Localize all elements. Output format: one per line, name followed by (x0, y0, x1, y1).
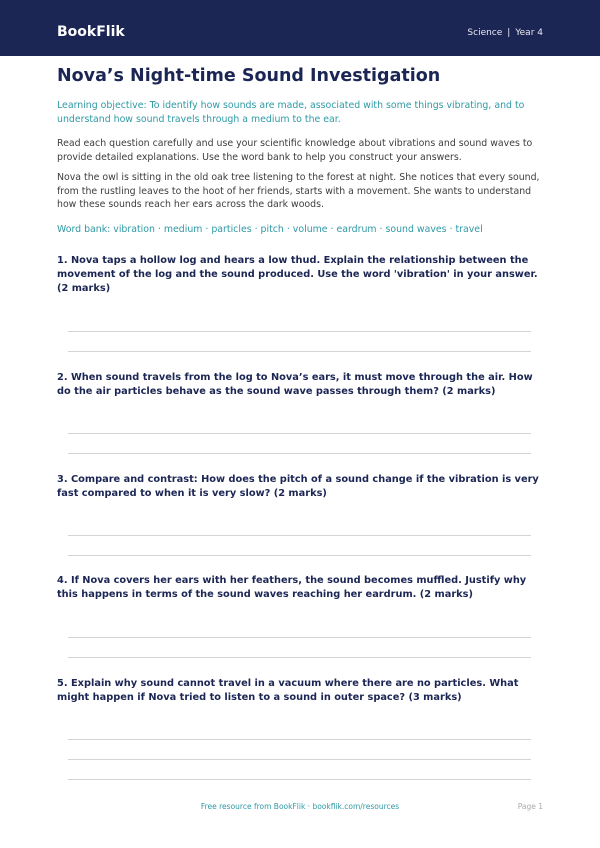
answer-line[interactable] (68, 351, 531, 352)
page-header (0, 0, 600, 56)
answer-line[interactable] (68, 331, 531, 332)
brand-logo: BookFlik (57, 24, 125, 40)
answer-line[interactable] (68, 535, 531, 536)
year-label: Year 4 (515, 28, 543, 38)
story-paragraph: Nova the owl is sitting in the old oak tree listening to the forest at night. She notices that every sound, from the rustling leaves to the hoot of her friends, starts with a movement. She wants to understand how these sounds reach her ears across the dark woods. (57, 172, 540, 210)
answer-line[interactable] (68, 739, 531, 740)
answer-line[interactable] (68, 759, 531, 760)
instructions-paragraph: Read each question carefully and use your scientific knowledge about vibrations and sound waves to provide detailed explanations. Use the word bank to help you construct your answers. (57, 138, 533, 163)
question-3: 3. Compare and contrast: How does the pitch of a sound change if the vibration is very fast compared to when it is very slow? (2 marks) (57, 474, 539, 499)
word-bank: Word bank: vibration · medium · particles · pitch · volume · eardrum · sound waves · travel (57, 224, 483, 235)
answer-line[interactable] (68, 657, 531, 658)
subject-label: Science (467, 28, 503, 38)
answer-line[interactable] (68, 433, 531, 434)
page-title: Nova’s Night-time Sound Investigation (57, 66, 441, 86)
footer-resource-link[interactable]: Free resource from BookFlik · bookflik.com/resources (200, 802, 400, 811)
question-5: 5. Explain why sound cannot travel in a vacuum where there are no particles. What might happen if Nova tried to listen to a sound in outer space? (3 marks) (57, 678, 519, 703)
page-number: Page 1 (517, 802, 543, 811)
answer-line[interactable] (68, 453, 531, 454)
meta-separator: | (507, 28, 511, 38)
answer-line[interactable] (68, 779, 531, 780)
learning-objective: Learning objective: To identify how sounds are made, associated with some things vibrating, and to understand how sound travels through a medium to the ear. (57, 100, 525, 125)
question-1: 1. Nova taps a hollow log and hears a low thud. Explain the relationship between the movement of the log and the sound produced. Use the word 'vibration' in your answer. (2 marks) (57, 255, 538, 294)
subject-year-label (467, 27, 543, 39)
question-4: 4. If Nova covers her ears with her feathers, the sound becomes muffled. Justify why this happens in terms of the sound waves reaching her eardrum. (2 marks) (57, 575, 527, 600)
answer-line[interactable] (68, 637, 531, 638)
answer-line[interactable] (68, 555, 531, 556)
question-2: 2. When sound travels from the log to Nova’s ears, it must move through the air. How do the air particles behave as the sound wave passes through them? (2 marks) (57, 372, 533, 397)
